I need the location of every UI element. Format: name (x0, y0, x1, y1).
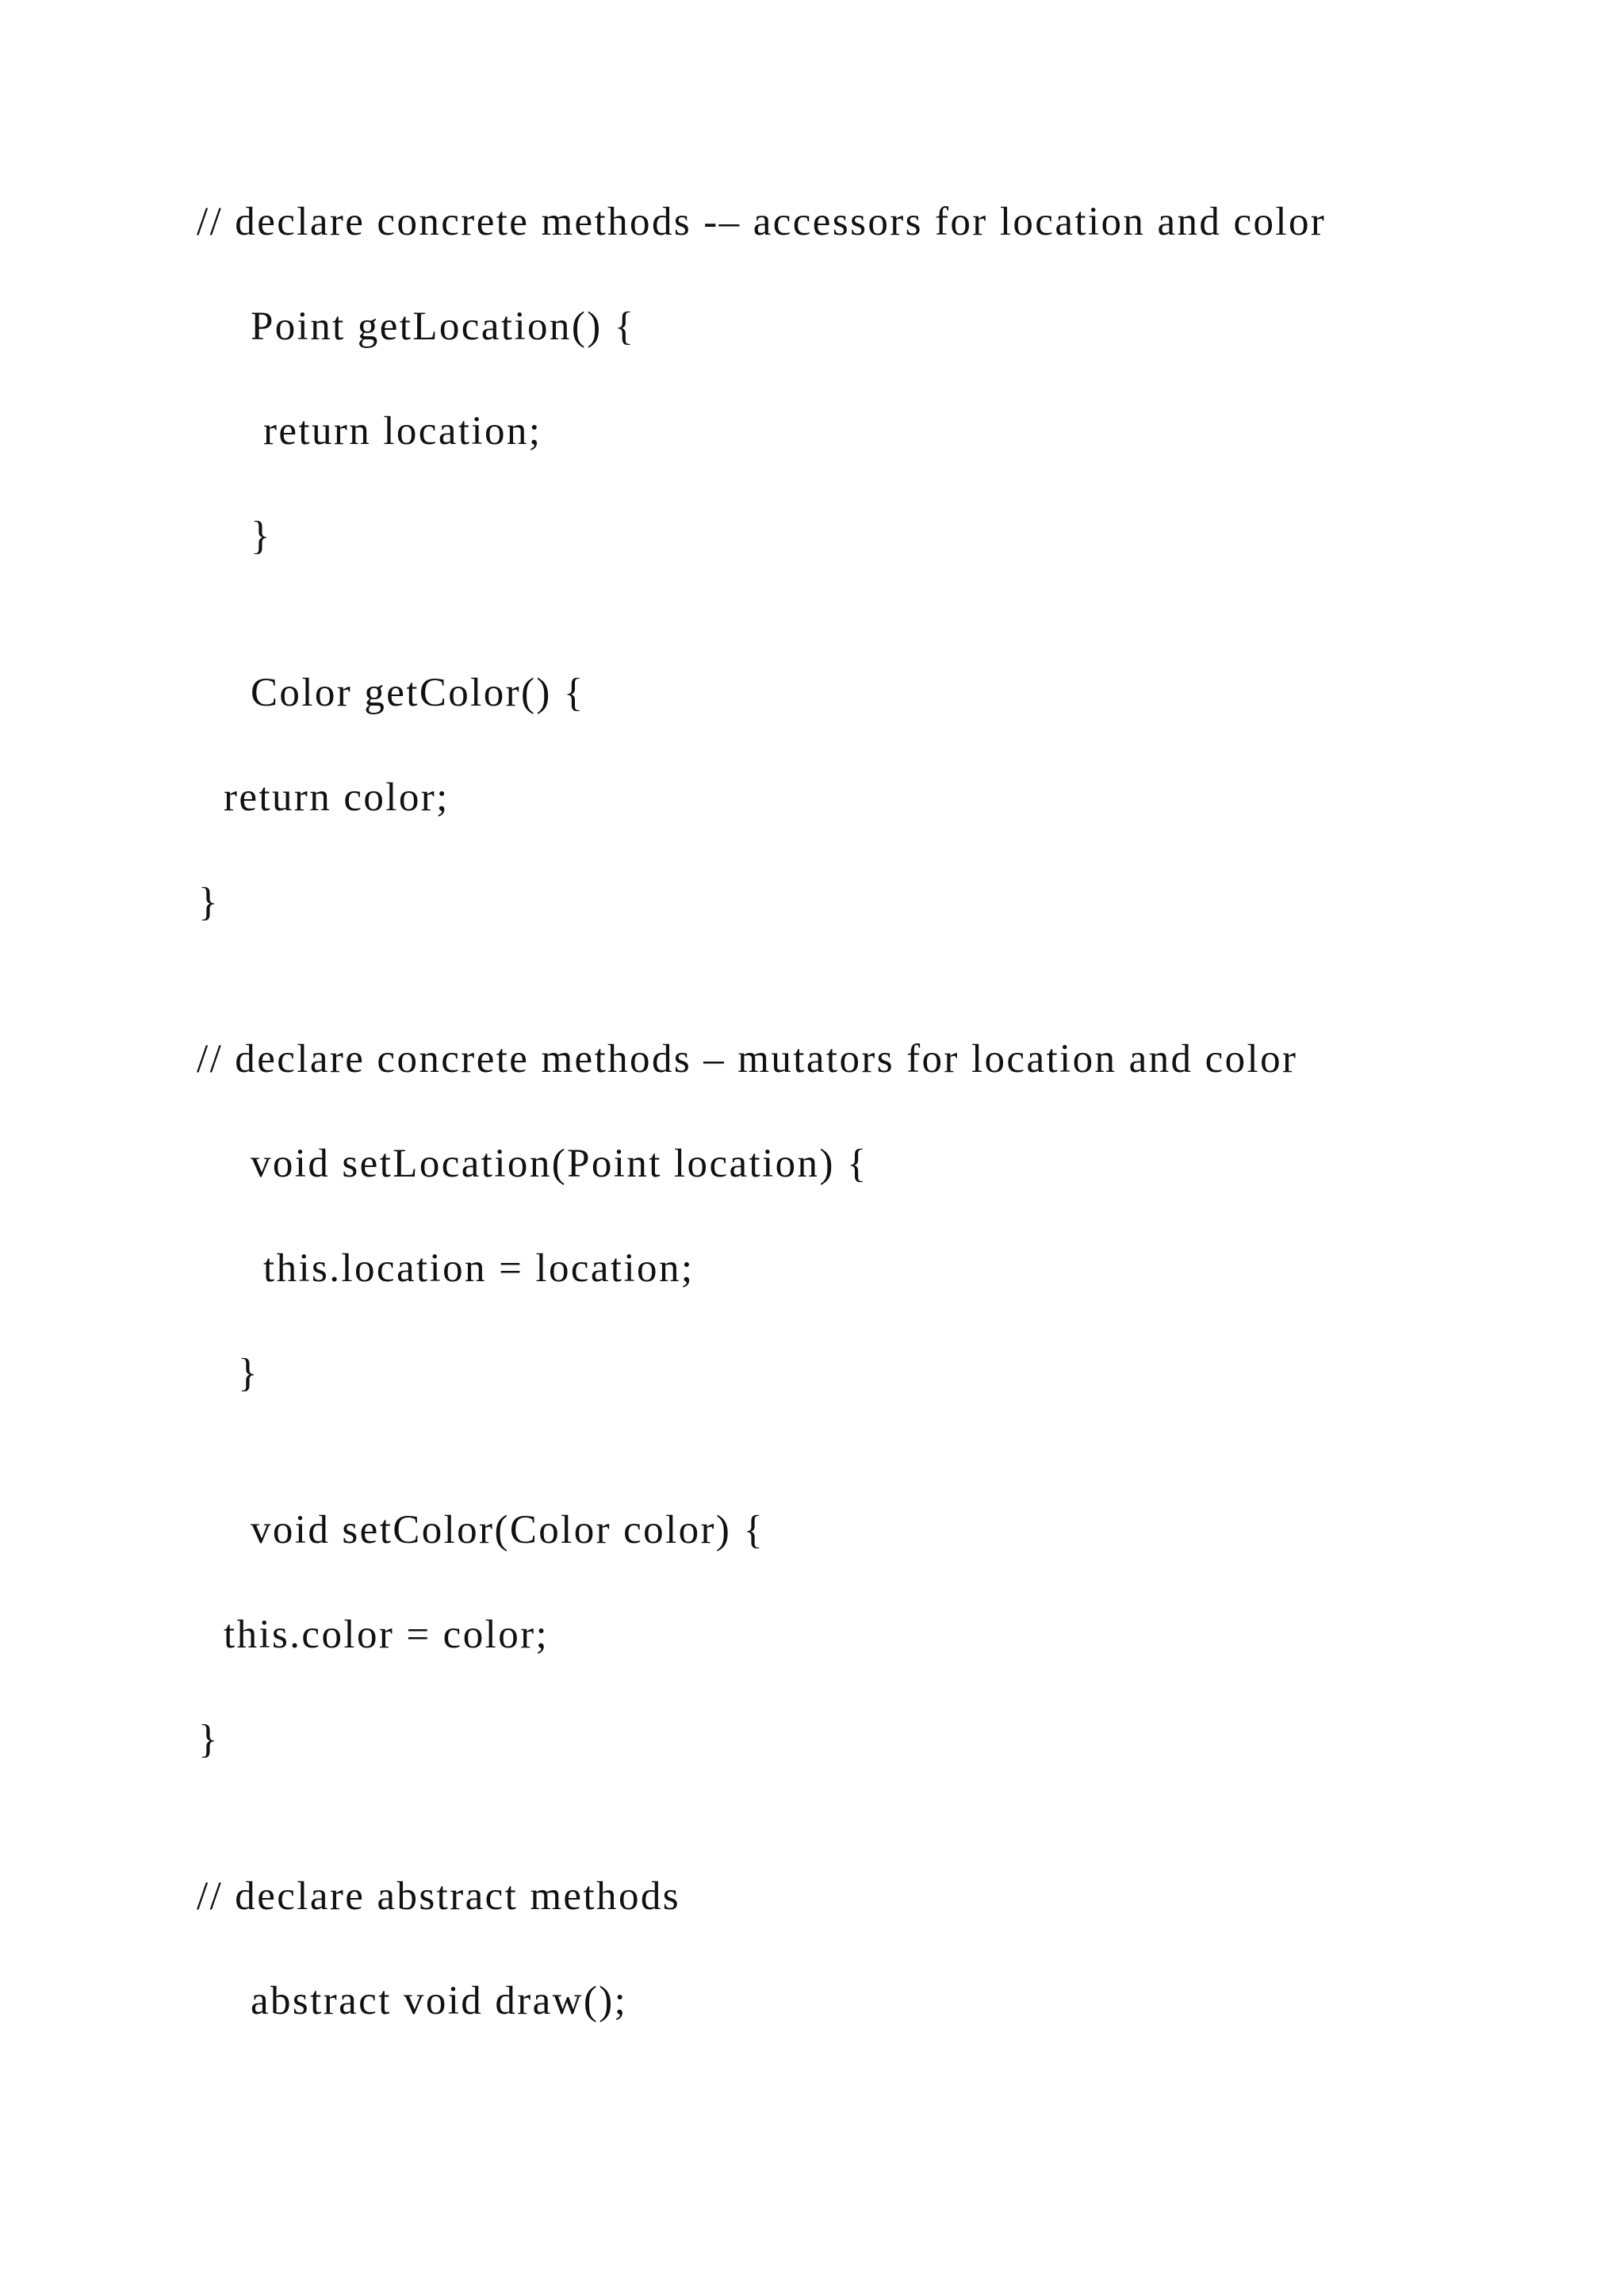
code-line-set-location: void setLocation(Point location) { (251, 1142, 868, 1186)
code-line-get-color: Color getColor() { (251, 671, 585, 715)
code-line-assign-location: this.location = location; (263, 1246, 695, 1291)
code-line-close-brace: } (251, 514, 272, 558)
code-line-assign-color: this.color = color; (224, 1613, 550, 1657)
code-line-close-brace: } (238, 1351, 259, 1395)
code-line-set-color: void setColor(Color color) { (251, 1508, 765, 1552)
comment-abstract: // declare abstract methods (197, 1874, 680, 1919)
code-line-get-location: Point getLocation() { (251, 304, 636, 349)
code-line-close-brace: } (198, 1717, 220, 1762)
code-line-close-brace: } (198, 880, 220, 924)
code-line-abstract-draw: abstract void draw(); (251, 1979, 628, 2023)
comment-accessors: // declare concrete methods -– accessors for location and color (197, 200, 1327, 244)
comment-mutators: // declare concrete methods – mutators for location and color (197, 1037, 1298, 1081)
code-line-return-color: return color; (224, 775, 450, 820)
code-line-return-location: return location; (263, 409, 542, 453)
